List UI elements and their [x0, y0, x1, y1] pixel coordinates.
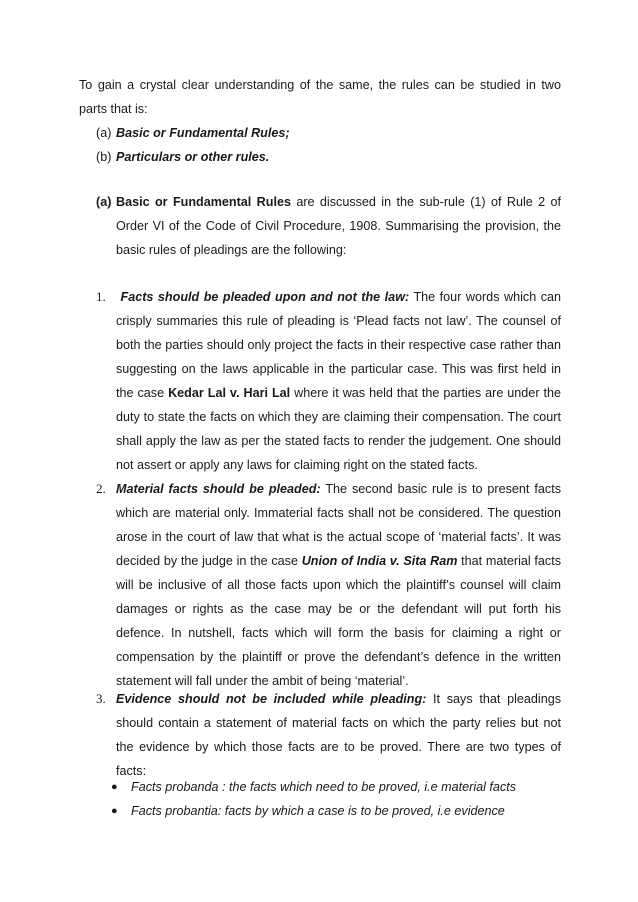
intro-paragraph: To gain a crystal clear understanding of the same, the rules can be studied in two parts that is: — [79, 78, 561, 116]
part-text: Basic or Fundamental Rules; — [116, 126, 290, 140]
case-name: Kedar Lal v. Hari Lal — [168, 386, 291, 400]
case-name: Union of India v. Sita Ram — [301, 554, 458, 568]
bullet-text: Facts probanda : the facts which need to be proved, i.e material facts — [131, 780, 517, 794]
part-label: (a) — [96, 126, 112, 140]
section-a — [96, 190, 561, 262]
rule-text-cont: that material facts will be inclusive of all those facts upon which the plaintiff’s counsel will claim damages or rights as the case may be or the defendant will put forth his defence. In nutshell, facts which will form the basis for claiming a right or compensation by the plaintiff or prove the defendant’s defence in the written statement will fall under the ambit of being ‘material’. — [116, 554, 561, 688]
bullet-text: Facts probantia: facts by which a case is to be proved, i.e evidence — [131, 804, 505, 818]
rule-heading: Evidence should not be included while pleading: — [116, 692, 427, 706]
bullet-icon: ● — [111, 781, 118, 793]
rule-text: The second basic rule is to present facts which are material only. Immaterial facts shall not be considered. The question arose in the court of law that what is the actual scope of ‘material facts’. It was decided by the judge in the case — [116, 482, 561, 568]
rule-text: It says that pleadings should contain a statement of material facts on which the party relies but not the evidence by which those facts are to be proved. There are two types of facts: — [116, 692, 561, 778]
rule-heading: Material facts should be pleaded: — [116, 482, 321, 496]
part-text: Particulars or other rules. — [116, 150, 270, 164]
section-a-label: (a) — [96, 195, 112, 209]
rule-number: 3. — [96, 691, 106, 706]
bullet-icon: ● — [111, 805, 118, 817]
rule-item — [96, 477, 561, 693]
rule-text-cont: where it was held that the parties are under the duty to state the facts on which they are claiming their compensation. The court shall apply the law as per the stated facts to render the judgement. One should not assert or apply any laws for claiming right on the stated facts. — [116, 386, 561, 472]
rule-heading: Facts should be pleaded upon and not the law: — [120, 290, 410, 304]
rule-item — [96, 285, 561, 477]
rule-number: 1. — [96, 289, 106, 304]
rule-item — [96, 687, 561, 783]
rule-text: The four words which can crisply summaries this rule of pleading is ‘Plead facts not law’. The counsel of both the parties should only project the facts in their respective case rather than suggesting on the laws applicable in the particular case. This was first held in the case — [116, 290, 562, 400]
rule-body — [116, 477, 561, 693]
section-a-heading: Basic or Fundamental Rules — [116, 195, 291, 209]
rule-body — [116, 687, 561, 783]
rule-body — [116, 285, 561, 477]
part-label: (b) — [96, 150, 112, 164]
section-a-body — [116, 190, 561, 262]
rule-number: 2. — [96, 481, 106, 496]
section-a-text: are discussed in the sub-rule (1) of Rule 2 of Order VI of the Code of Civil Procedure, 1908. Summarising the provision, the basic rules of pleadings are the following: — [116, 195, 562, 257]
